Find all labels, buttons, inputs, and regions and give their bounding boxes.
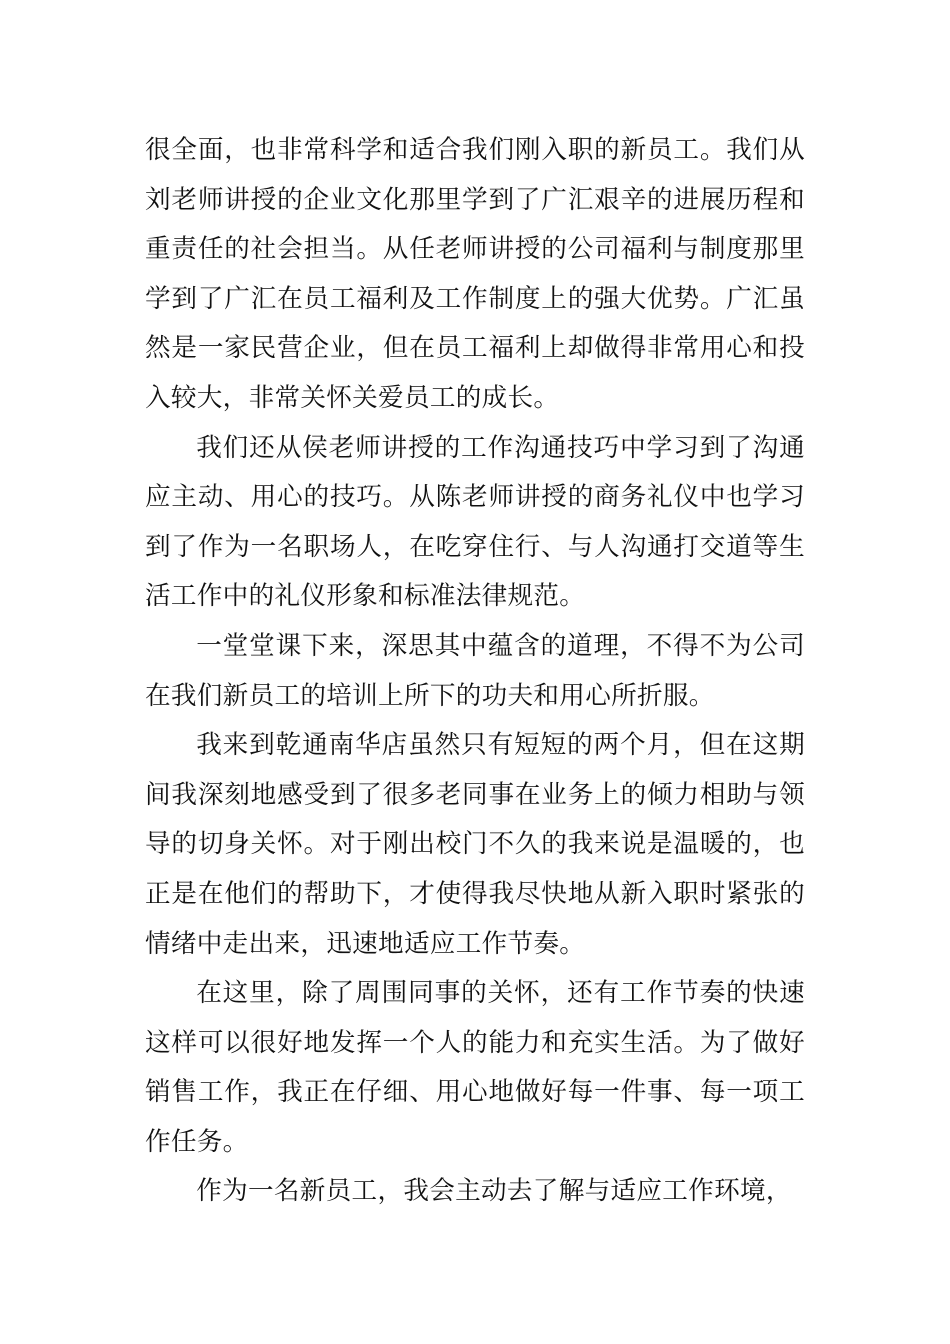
document-body <box>145 126 805 1217</box>
paragraph-1: 很全面，也非常科学和适合我们刚入职的新员工。我们从刘老师讲授的企业文化那里学到了广汇艰辛的进展历程和重责任的社会担当。从任老师讲授的公司福利与制度那里学到了广汇在员工福利及工作制度上的强大优势。广汇虽然是一家民营企业，但在员工福利上却做得非常用心和投入较大，非常关怀关爱员工的成长。 <box>145 135 805 413</box>
paragraph-3: 一堂堂课下来，深思其中蕴含的道理，不得不为公司在我们新员工的培训上所下的功夫和用心所折服。 <box>145 630 805 711</box>
paragraph-4: 我来到乾通南华店虽然只有短短的两个月，但在这期间我深刻地感受到了很多老同事在业务上的倾力相助与领导的切身关怀。对于刚出校门不久的我来说是温暖的，也正是在他们的帮助下，才使得我尽快地从新入职时紧张的情绪中走出来，迅速地适应工作节奏。 <box>145 730 805 959</box>
paragraph-2: 我们还从侯老师讲授的工作沟通技巧中学习到了沟通应主动、用心的技巧。从陈老师讲授的商务礼仪中也学习到了作为一名职场人，在吃穿住行、与人沟通打交道等生活工作中的礼仪形象和标准法律规范。 <box>145 432 805 612</box>
paragraph-6: 作为一名新员工，我会主动去了解与适应工作环境， <box>196 1176 792 1207</box>
paragraph-5: 在这里，除了周围同事的关怀，还有工作节奏的快速这样可以很好地发挥一个人的能力和充实生活。为了做好销售工作，我正在仔细、用心地做好每一件事、每一项工作任务。 <box>145 978 805 1157</box>
